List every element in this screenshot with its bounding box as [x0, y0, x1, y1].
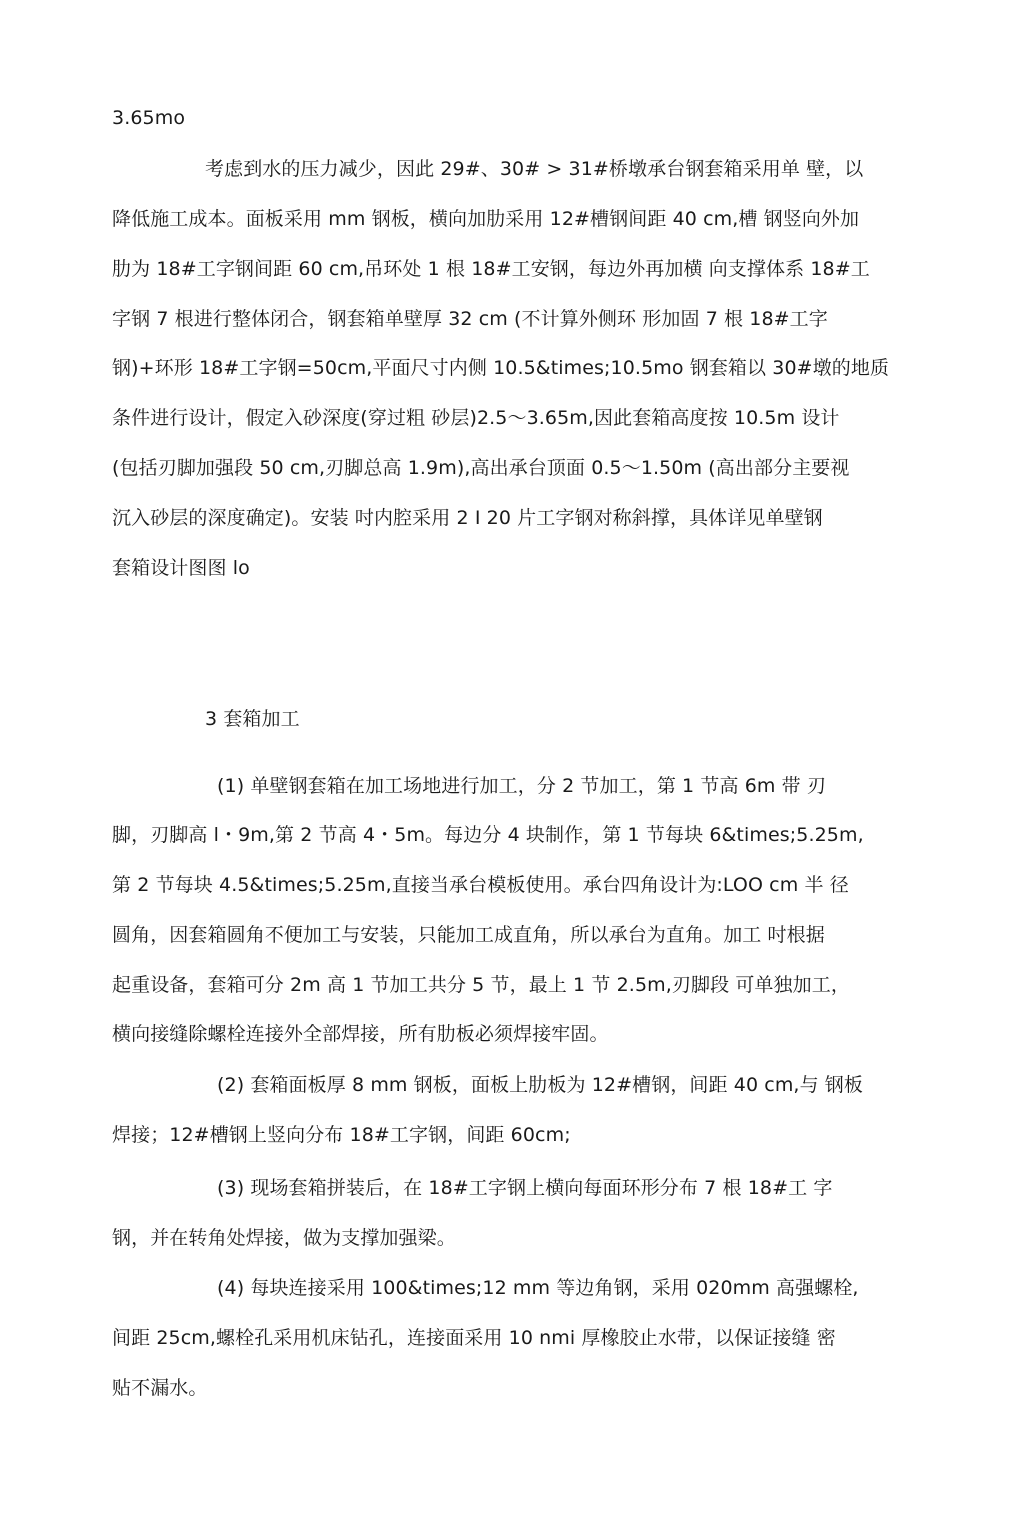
para1-line-9: 套箱设计图图 lo [112, 557, 250, 579]
para1-line-2: 降低施工成本。面板采用 mm 钢板，横向加肋采用 12#槽钢间距 40 cm,槽 钢竖向外加 [112, 208, 860, 230]
section-heading: 3 套箱加工 [205, 708, 300, 730]
item1-line-3: 第 2 节每块 4.5&times;5.25m,直接当承台模板使用。承台四角设计为:LOO cm 半 径 [112, 874, 849, 896]
item4-line-1: (4) 每块连接采用 100&times;12 mm 等边角钢，采用 020mm 高强螺栓, [217, 1277, 859, 1299]
para1-line-3: 肋为 18#工字钢间距 60 cm,吊环处 1 根 18#工安钢，每边外再加横 向支撑体系 18#工 [112, 258, 870, 280]
item3-line-1: (3) 现场套箱拼装后，在 18#工字钢上横向每面环形分布 7 根 18#工 字 [217, 1177, 833, 1199]
item1-line-2: 脚，刃脚高 l・9m,第 2 节高 4・5m。每边分 4 块制作，第 1 节每块 6&times;5.25m, [112, 824, 864, 846]
item4-line-3: 贴不漏水。 [112, 1377, 208, 1399]
item1-line-5: 起重设备，套箱可分 2m 高 1 节加工共分 5 节，最上 1 节 2.5m,刃脚段 可单独加工， [112, 974, 850, 996]
item1-line-4: 圆角，因套箱圆角不便加工与安装，只能加工成直角，所以承台为直角。加工 吋根据 [112, 924, 825, 946]
para1-line-7: (包括刃脚加强段 50 cm,刃脚总高 1.9m),高出承台顶面 0.5～1.50m (高出部分主要视 [112, 457, 850, 479]
item4-line-2: 间距 25cm,螺栓孔采用机床钻孔，连接面采用 10 nmi 厚橡胶止水带，以保证接缝 密 [112, 1327, 836, 1349]
item2-line-2: 焊接；12#槽钢上竖向分布 18#工字钢，间距 60cm; [112, 1124, 571, 1146]
para1-line-4: 字钢 7 根进行整体闭合，钢套箱单壁厚 32 cm (不计算外侧环 形加固 7 根 18#工字 [112, 308, 828, 330]
para1-line-8: 沉入砂层的深度确定)。安装 吋内腔采用 2 I 20 片工字钢对称斜撑，具体详见单壁钢 [112, 507, 823, 529]
para1-line-6: 条件进行设计，假定入砂深度(穿过粗 砂层)2.5～3.65m,因此套箱高度按 10.5m 设计 [112, 407, 840, 429]
intro-value-line: 3.65mo [112, 107, 186, 129]
para1-line-1: 考虑到水的压力减少，因此 29#、30# > 31#桥墩承台钢套箱采用单 壁，以 [205, 158, 864, 180]
para1-line-5: 钢)+环形 18#工字钢=50cm,平面尺寸内侧 10.5&times;10.5mo 钢套箱以 30#墩的地质 [112, 357, 890, 379]
item2-line-1: (2) 套箱面板厚 8 mm 钢板，面板上肋板为 12#槽钢，间距 40 cm,与 钢板 [217, 1074, 864, 1096]
item3-line-2: 钢，并在转角处焊接，做为支撑加强梁。 [112, 1227, 456, 1249]
item1-line-1: (1) 单壁钢套箱在加工场地进行加工，分 2 节加工，第 1 节高 6m 带 刃 [217, 775, 827, 797]
item1-line-6: 横向接缝除螺栓连接外全部焊接，所有肋板必须焊接牢固。 [112, 1023, 609, 1045]
